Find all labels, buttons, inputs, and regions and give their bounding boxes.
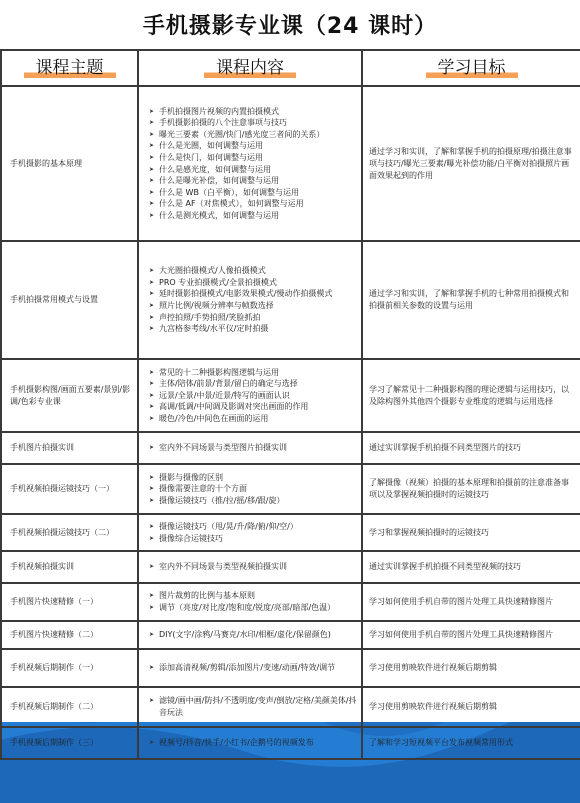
list-item-text: 图片裁剪的比例与基本原则 (159, 591, 255, 601)
list-item (149, 277, 357, 289)
content-list (143, 104, 357, 224)
list-item-text: 调节（亮度/对比度/饱和度/锐度/亮部/暗部/色温） (159, 603, 336, 612)
list-item-text: 什么是曝光补偿，如何调整与运用 (159, 176, 279, 186)
learning-goal: 学习了解常见十二种摄影构图的理论逻辑与运用技巧，以及除构图外其他四个摄影专业维度的逻辑与运用选择 (362, 359, 580, 432)
arrow-bullet-icon: ➤ (149, 119, 155, 127)
course-content (138, 583, 362, 621)
list-item-text: 添加高清视频/剪辑/添加图片/变速/动画/特效/调节 (159, 663, 336, 673)
list-item (149, 662, 357, 674)
list-item (149, 152, 357, 164)
content-list (143, 365, 357, 427)
course-content (138, 432, 362, 464)
course-topic: 手机图片快速精修（一） (1, 583, 138, 621)
table-header-row (1, 50, 580, 86)
arrow-bullet-icon: ➤ (149, 444, 155, 452)
course-topic: 手机视频拍摄实训 (1, 551, 138, 583)
list-item-text: 摄像需要注意的十个方面 (159, 484, 247, 494)
arrow-bullet-icon: ➤ (149, 188, 155, 196)
learning-goal: 通过学习和实训，了解和掌握手机的七种常用拍摄模式和拍摄前相关参数的设置与运用 (362, 241, 580, 359)
arrow-bullet-icon: ➤ (149, 211, 155, 219)
arrow-bullet-icon: ➤ (149, 391, 155, 399)
list-item-text: 照片比例/视频分辨率与帧数选择 (159, 301, 274, 310)
list-item-text: 大光圈拍摄模式/人像拍摄模式 (159, 266, 266, 276)
arrow-bullet-icon: ➤ (149, 290, 155, 298)
learning-goal: 学习如何使用手机自带的图片处理工具快速精修图片 (362, 583, 580, 621)
list-item (149, 117, 357, 129)
course-topic: 手机摄影构图/画面五要素/景别/影调/色彩专业课 (1, 359, 138, 432)
arrow-bullet-icon: ➤ (149, 368, 155, 376)
list-item-text: 室内外不同场景与类型视频拍摄实训 (159, 562, 287, 572)
list-item (149, 495, 357, 507)
course-topic: 手机视频后期制作（三） (1, 727, 138, 759)
learning-goal: 通过实训掌握手机拍摄不同类型图片的技巧 (362, 432, 580, 464)
list-item (149, 401, 357, 413)
table-row (1, 464, 580, 514)
arrow-bullet-icon: ➤ (149, 130, 155, 138)
learning-goal: 学习使用剪映软件进行视频后期剪辑 (362, 649, 580, 687)
learning-goal: 学习如何使用手机自带的图片处理工具快速精修图片 (362, 621, 580, 649)
learning-goal: 学习和掌握视频拍摄时的运镜技巧 (362, 514, 580, 551)
list-item (149, 175, 357, 187)
arrow-bullet-icon: ➤ (149, 739, 155, 747)
list-item-text: 远景/全景/中景/近景/特写的画面认识 (159, 390, 290, 400)
list-item (149, 367, 357, 379)
arrow-bullet-icon: ➤ (149, 267, 155, 275)
list-item (149, 561, 357, 573)
content-list (143, 559, 357, 575)
learning-goal: 通过学习和实训，了解和掌握手机的拍摄原理/拍摄注意事项与技巧/曝光三要素/曝光补偿功能/白平衡对拍摄照片画面效果起到的作用 (362, 86, 580, 241)
list-item (149, 695, 357, 718)
list-item (149, 629, 357, 641)
page-title: 手机摄影专业课（24 课时） (142, 13, 438, 39)
list-item-text: PRO 专业拍摄模式/全景拍摄模式 (159, 277, 277, 287)
arrow-bullet-icon: ➤ (149, 142, 155, 150)
arrow-bullet-icon: ➤ (149, 107, 155, 115)
arrow-bullet-icon: ➤ (149, 485, 155, 493)
table-row (1, 241, 580, 359)
table-row (1, 583, 580, 621)
list-item (149, 129, 357, 141)
list-item-text: 手机摄影拍摄的八个注意事项与技巧 (159, 118, 287, 128)
list-item (149, 413, 357, 425)
table-row (1, 727, 580, 759)
list-item (149, 187, 357, 199)
header-topic: 课程主题 (1, 50, 138, 86)
course-content (138, 551, 362, 583)
course-topic: 手机视频拍摄运镜技巧（一） (1, 464, 138, 514)
arrow-bullet-icon: ➤ (149, 200, 155, 208)
content-list (143, 660, 357, 676)
content-list (143, 440, 357, 456)
list-item (149, 602, 357, 614)
list-item (149, 737, 357, 749)
arrow-bullet-icon: ➤ (149, 380, 155, 388)
learning-goal: 通过实训掌握手机拍摄不同类型视频的技巧 (362, 551, 580, 583)
list-item (149, 323, 357, 335)
list-item-text: 什么是感光度，如何调整与运用 (159, 164, 271, 174)
content-list (143, 627, 357, 643)
list-item (149, 312, 357, 324)
course-topic: 手机视频后期制作（二） (1, 687, 138, 727)
list-item-text: 什么是快门，如何调整与运用 (159, 152, 263, 162)
course-topic: 手机视频拍摄运镜技巧（二） (1, 514, 138, 551)
learning-goal: 了解和学习短视频平台发布视频常用形式 (362, 727, 580, 759)
list-item (149, 378, 357, 390)
arrow-bullet-icon: ➤ (149, 496, 155, 504)
learning-goal: 了解摄像（视频）拍摄的基本原理和拍摄前的注意准备事项以及掌握视频拍摄时的运镜技巧 (362, 464, 580, 514)
list-item (149, 164, 357, 176)
course-topic: 手机摄影的基本原理 (1, 86, 138, 241)
arrow-bullet-icon: ➤ (149, 697, 155, 705)
arrow-bullet-icon: ➤ (149, 313, 155, 321)
arrow-bullet-icon: ➤ (149, 153, 155, 161)
list-item-text: 摄像运镜技巧（推/拉/摇/移/跟/旋） (159, 495, 285, 505)
table-row (1, 514, 580, 551)
table-row (1, 551, 580, 583)
arrow-bullet-icon: ➤ (149, 325, 155, 333)
arrow-bullet-icon: ➤ (149, 534, 155, 542)
list-item-text: 室内外不同场景与类型图片拍摄实训 (159, 443, 287, 453)
arrow-bullet-icon: ➤ (149, 403, 155, 411)
list-item-text: 曝光三要素（光圈/快门/感光度三者间的关系） (159, 129, 325, 139)
course-content (138, 464, 362, 514)
content-list (143, 693, 357, 720)
table-row (1, 687, 580, 727)
arrow-bullet-icon: ➤ (149, 563, 155, 571)
list-item (149, 472, 357, 484)
list-item-text: 摄像运镜技巧（甩/晃/升/降/俯/仰/空/） (159, 521, 298, 531)
arrow-bullet-icon: ➤ (149, 664, 155, 672)
list-item (149, 106, 357, 118)
list-item (149, 442, 357, 454)
arrow-bullet-icon: ➤ (149, 592, 155, 600)
course-table (0, 49, 580, 760)
table-body (1, 86, 580, 759)
list-item-text: 摄像综合运镜技巧 (159, 533, 223, 543)
content-list (143, 588, 357, 615)
list-item (149, 265, 357, 277)
list-item-text: 什么是 AF（对焦模式），如何调整与运用 (159, 199, 304, 209)
table-row (1, 432, 580, 464)
list-item-text: 手机拍摄图片视频的内置拍摄模式 (159, 106, 279, 116)
arrow-bullet-icon: ➤ (149, 473, 155, 481)
table-row (1, 621, 580, 649)
list-item-text: 摄影与摄像的区别 (159, 472, 223, 482)
list-item (149, 210, 357, 222)
list-item-text: DIY(文字/涂鸦/马赛克/水印/相框/虚化/保留颜色) (159, 630, 331, 640)
arrow-bullet-icon: ➤ (149, 165, 155, 173)
arrow-bullet-icon: ➤ (149, 278, 155, 286)
course-content (138, 649, 362, 687)
table-row (1, 649, 580, 687)
arrow-bullet-icon: ➤ (149, 302, 155, 309)
list-item (149, 390, 357, 402)
list-item-text: 常见的十二种摄影构图逻辑与运用 (159, 367, 279, 377)
list-item-text: 暖色/冷色/中间色在画面的运用 (159, 413, 269, 423)
list-item-text: 九宫格参考线/水平仪/定时拍摄 (159, 324, 269, 334)
course-content (138, 359, 362, 432)
course-topic: 手机视频后期制作（一） (1, 649, 138, 687)
course-content (138, 514, 362, 551)
course-content (138, 621, 362, 649)
course-content (138, 687, 362, 727)
list-item (149, 288, 357, 300)
arrow-bullet-icon: ➤ (149, 631, 155, 639)
list-item-text: 声控拍照/手势拍照/笑脸抓拍 (159, 312, 261, 322)
header-content: 课程内容 (138, 50, 362, 86)
header-goal: 学习目标 (362, 50, 580, 86)
course-topic: 手机图片拍摄实训 (1, 432, 138, 464)
list-item (149, 483, 357, 495)
content-list (143, 263, 357, 337)
list-item-text: 高调/低调/中间调及影调对突出画面的作用 (159, 402, 309, 412)
list-item-text: 滤镜/画中画/防抖/不透明度/变声/倒放/定格/美颜美体/抖音玩法 (159, 696, 357, 717)
table-row (1, 359, 580, 432)
content-list (143, 735, 357, 751)
list-item (149, 198, 357, 210)
course-topic: 手机拍摄常用模式与设置 (1, 241, 138, 359)
list-item-text: 什么是 WB（白平衡），如何调整与运用 (159, 187, 299, 197)
course-content (138, 727, 362, 759)
list-item (149, 300, 357, 312)
list-item-text: 什么是测光模式，如何调整与运用 (159, 210, 279, 220)
list-item (149, 140, 357, 152)
table-row (1, 86, 580, 241)
course-topic: 手机图片快速精修（二） (1, 621, 138, 649)
arrow-bullet-icon: ➤ (149, 414, 155, 422)
list-item (149, 521, 357, 533)
list-item-text: 延时摄影拍摄模式/电影效果模式/慢动作拍摄模式 (159, 289, 333, 299)
content-list (143, 470, 357, 509)
list-item-text: 主体/陪体/前景/背景/留白的确定与选择 (159, 379, 298, 389)
arrow-bullet-icon: ➤ (149, 604, 155, 611)
list-item (149, 533, 357, 545)
learning-goal: 学习使用剪映软件进行视频后期剪辑 (362, 687, 580, 727)
course-content (138, 241, 362, 359)
list-item-text: 视频号/抖音/快手/小红书/企鹅号的视频发布 (159, 738, 314, 748)
arrow-bullet-icon: ➤ (149, 177, 155, 185)
course-content (138, 86, 362, 241)
list-item-text: 什么是光圈，如何调整与运用 (159, 141, 263, 151)
content-list (143, 519, 357, 546)
arrow-bullet-icon: ➤ (149, 522, 155, 530)
list-item (149, 590, 357, 602)
